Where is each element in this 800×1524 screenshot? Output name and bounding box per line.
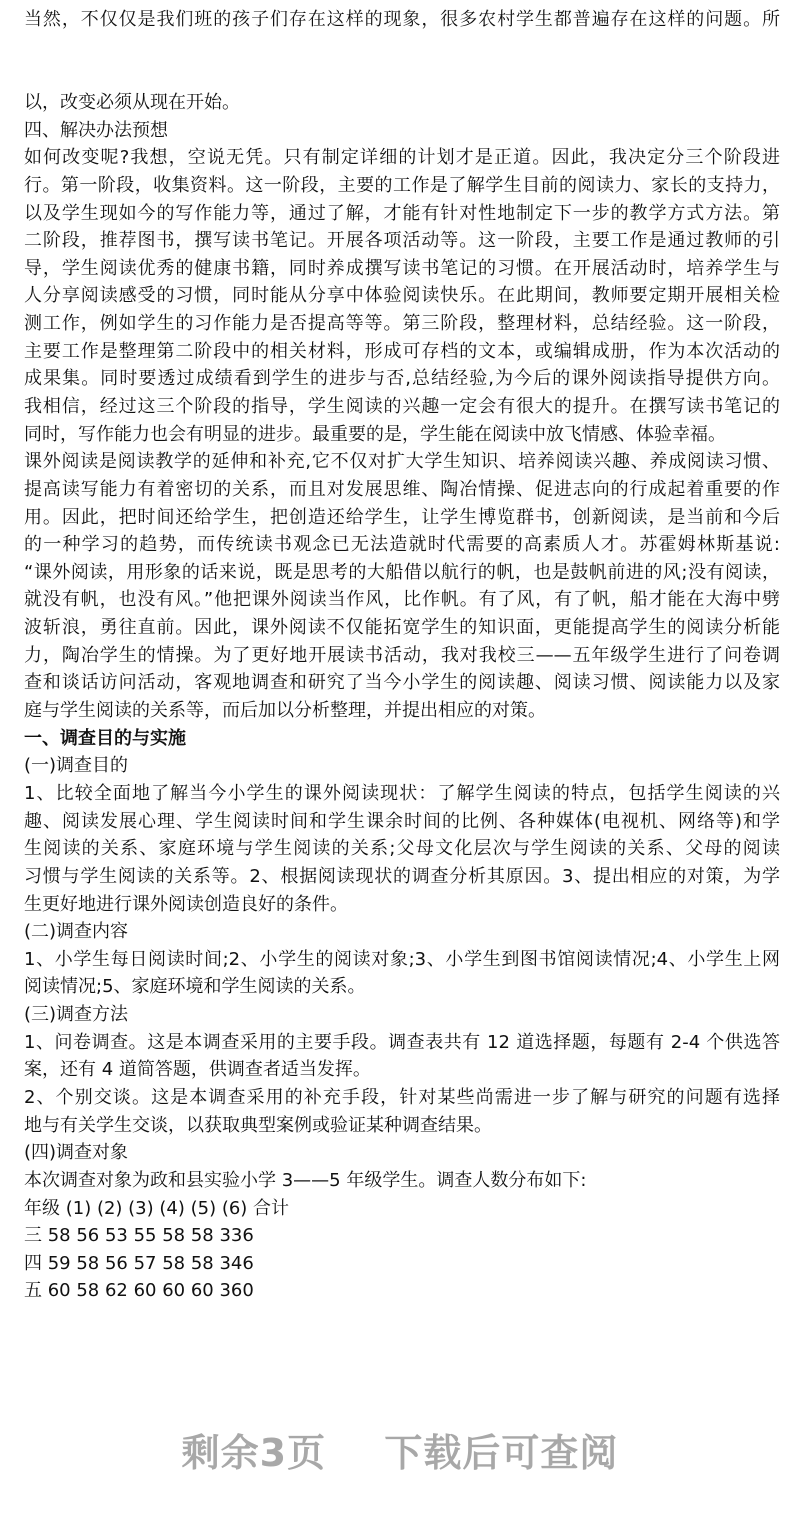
text-line: (一)调查目的	[24, 755, 129, 777]
text-line: “课外阅读，用形象的话来说，既是思考的大船借以航行的帆，也是鼓帆前进的风;没有阅读，	[24, 561, 780, 583]
text-line: 人分享阅读感受的习惯，同时能从分享中体验阅读快乐。在此期间，教师要定期开展相关检	[24, 285, 780, 307]
text-line: 的一种学习的趋势，而传统读书观念已无法造就时代需要的高素质人才。苏霍姆林斯基说:	[24, 534, 780, 556]
text-line: 2、个别交谈。这是本调查采用的补充手段，针对某些尚需进一步了解与研究的问题有选择	[24, 1087, 780, 1108]
download-to-view-text[interactable]: 下载后可查阅	[384, 1431, 619, 1475]
text-line: 趣、阅读发展心理、学生阅读时间和学生课余时间的比例、各种媒体(电视机、网络等)和学	[24, 810, 780, 832]
text-line: 力，陶冶学生的情操。为了更好地开展读书活动，我对我校三——五年级学生进行了问卷调	[24, 644, 780, 666]
text-line: 本次调查对象为政和县实验小学 3——5 年级学生。调查人数分布如下:	[24, 1169, 587, 1191]
text-line: 波斩浪，勇往直前。因此，课外阅读不仅能拓宽学生的知识面，更能提高学生的阅读分析能	[24, 617, 780, 639]
text-line: 五 60 58 62 60 60 60 360	[24, 1280, 254, 1302]
text-line: 阅读情况;5、家庭环境和学生阅读的关系。	[24, 976, 366, 998]
text-line: 四 59 58 56 57 58 58 346	[24, 1252, 254, 1274]
text-line: 生阅读的关系、家庭环境与学生阅读的关系;父母文化层次与学生阅读的关系、父母的阅读	[24, 838, 780, 860]
text-line: (三)调查方法	[24, 1004, 129, 1026]
text-line: 导，学生阅读优秀的健康书籍，同时养成撰写读书笔记的习惯。在开展活动时，培养学生与	[24, 257, 780, 279]
remaining-pages-text: 剩余3页	[181, 1431, 327, 1475]
text-line: 地与有关学生交谈，以获取典型案例或验证某种调查结果。	[24, 1114, 492, 1136]
text-line: 案，还有 4 道简答题，供调查者适当发挥。	[24, 1059, 371, 1081]
text-line: 课外阅读是阅读教学的延伸和补充,它不仅对扩大学生知识、培养阅读兴趣、养成阅读习惯、	[24, 451, 780, 473]
text-line: 行。第一阶段，收集资料。这一阶段，主要的工作是了解学生目前的阅读力、家长的支持力，	[24, 174, 780, 196]
text-line: 习惯与学生阅读的关系等。2、根据阅读现状的调查分析其原因。3、提出相应的对策，为学	[24, 865, 780, 887]
page-gap	[24, 34, 780, 89]
text-line: 1、问卷调查。这是本调查采用的主要手段。调查表共有 12 道选择题，每题有 2-4 个供选答	[24, 1031, 780, 1053]
text-line: 年级 (1) (2) (3) (4) (5) (6) 合计	[24, 1197, 290, 1219]
document-body	[24, 6, 780, 1305]
text-line: 二阶段，推荐图书，撰写读书笔记。开展各项活动等。这一阶段，主要工作是通过教师的引	[24, 230, 780, 252]
text-line: 以，改变必须从现在开始。	[24, 91, 240, 113]
download-prompt[interactable]	[0, 1422, 800, 1477]
text-line: 庭与学生阅读的关系等，而后加以分析整理，并提出相应的对策。	[24, 700, 546, 722]
text-line: 以及学生现如今的写作能力等，通过了解，才能有针对性地制定下一步的教学方式方法。第	[24, 202, 780, 224]
text-line: 生更好地进行课外阅读创造良好的条件。	[24, 893, 348, 915]
text-line: (二)调查内容	[24, 921, 129, 943]
text-line: 就没有帆，也没有风。”他把课外阅读当作风，比作帆。有了风，有了帆，船才能在大海中劈	[24, 589, 780, 611]
text-line: (四)调查对象	[24, 1142, 129, 1164]
text-line: 三 58 56 53 55 58 58 336	[24, 1225, 254, 1247]
text-line: 1、小学生每日阅读时间;2、小学生的阅读对象;3、小学生到图书馆阅读情况;4、小学生上网	[24, 948, 780, 970]
section-heading: 一、调查目的与实施	[24, 727, 186, 749]
text-line: 成果集。同时要透过成绩看到学生的进步与否,总结经验,为今后的课外阅读指导提供方向。	[24, 368, 780, 390]
text-line: 提高读写能力有着密切的关系，而且对发展思维、陶冶情操、促进志向的行成起着重要的作	[24, 478, 780, 500]
text-line: 用。因此，把时间还给学生，把创造还给学生，让学生博览群书，创新阅读，是当前和今后	[24, 506, 780, 528]
text-line: 查和谈话访问活动，客观地调查和研究了当今小学生的阅读趣、阅读习惯、阅读能力以及家	[24, 672, 780, 694]
text-line: 如何改变呢?我想，空说无凭。只有制定详细的计划才是正道。因此，我决定分三个阶段进	[24, 147, 780, 169]
text-line: 当然，不仅仅是我们班的孩子们存在这样的现象，很多农村学生都普遍存在这样的问题。所	[24, 9, 780, 30]
text-line: 主要工作是整理第二阶段中的相关材料，形成可存档的文本，或编辑成册，作为本次活动的	[24, 340, 780, 362]
text-line: 我相信，经过这三个阶段的指导，学生阅读的兴趣一定会有很大的提升。在撰写读书笔记的	[24, 395, 780, 417]
text-line: 四、解决办法预想	[24, 119, 168, 141]
text-line: 测工作，例如学生的习作能力是否提高等等。第三阶段，整理材料，总结经验。这一阶段，	[24, 313, 780, 335]
text-line: 1、比较全面地了解当今小学生的课外阅读现状：了解学生阅读的特点，包括学生阅读的兴	[24, 782, 780, 804]
text-line: 同时，写作能力也会有明显的进步。最重要的是，学生能在阅读中放飞情感、体验幸福。	[24, 423, 726, 445]
